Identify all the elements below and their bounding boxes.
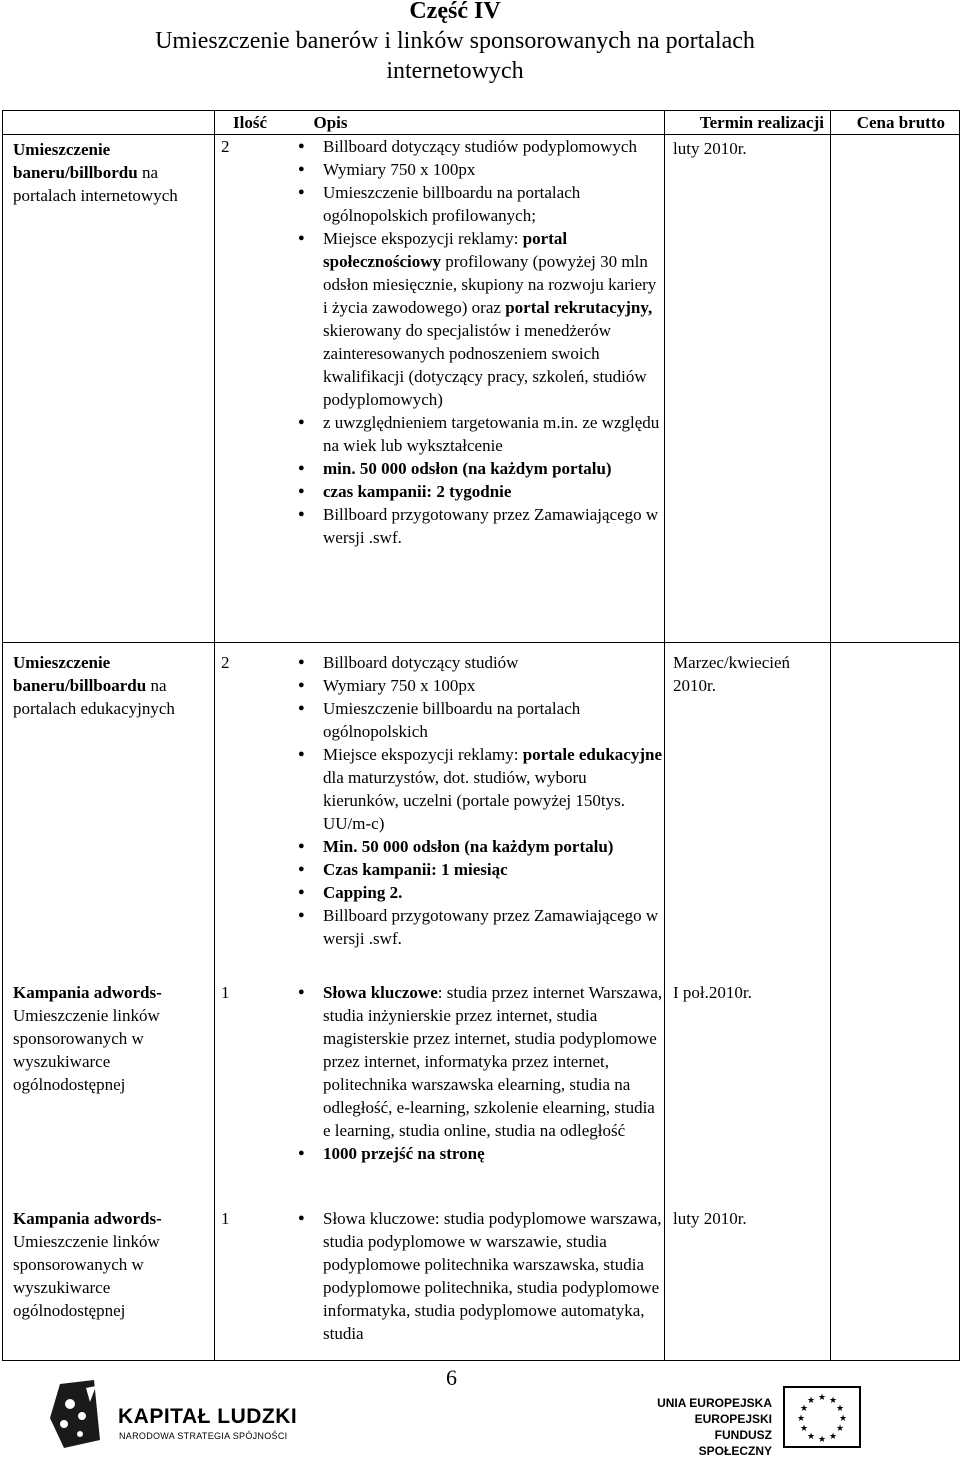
list-item: ● Billboard przygotowany przez Zamawiającego w wersji .swf. [293,904,664,950]
list-item-text: : studia przez internet Warszawa, studia inżynierskie przez internet, studia magisterskie przez internet, studia podyplomowe przez internet, informatyka przez internet, politechnika warszawska elearning, studia na odległość, e-learning, szkolenie elearning, studia e learning, studia online, studia na odległość [323,983,663,1140]
list-item: ● Wymiary 750 x 100px [293,674,664,697]
svg-text:★: ★ [835,1424,845,1434]
list-item-text: skierowany do specjalistów i menedżerów zainteresowanych podnoszeniem swoich kwalifikacji (dotyczący pracy, szkoleń, studiów podyplomowych) [323,321,647,409]
list-item: ● z uwzględnieniem targetowania m.in. ze względu na wiek lub wykształcenie [293,411,664,457]
row2-label-b-bold: Kampania adwords- [13,983,162,1002]
eu-logo-line2: EUROPEJSKI [694,1412,772,1426]
header-ilosc: Ilość [233,113,267,132]
row1-label-rest: na portalach internetowych [13,163,178,205]
eu-logo-line1: UNIA EUROPEJSKA [657,1396,772,1410]
list-item-bold: portale edukacyjne [522,745,662,764]
svg-text:★: ★ [835,1404,845,1414]
list-item: ● Min. 50 000 odsłon (na każdym portalu) [293,835,664,858]
document-title [0,0,910,86]
row2a-bullet-list [293,651,664,981]
list-item: ● Umieszczenie billboardu na portalach ogólnopolskich [293,697,664,743]
title-part: Część IV [409,0,501,24]
header-blank [3,111,215,135]
row2-label-b [13,981,214,1207]
eu-flag-icon [783,1386,861,1448]
list-item: ● min. 50 000 odsłon (na każdym portalu) [293,457,664,480]
page-number: 6 [446,1365,457,1390]
row2-label-c-bold: Kampania adwords- [13,1209,162,1228]
row2a-termin: Marzec/kwiecień 2010r. [673,653,791,695]
list-item [293,743,664,835]
svg-text:★: ★ [796,1414,806,1424]
list-item [293,981,664,1142]
list-item-bold: portal społecznościowy [323,229,568,271]
list-item: ● Billboard przygotowany przez Zamawiającego w wersji .swf. [293,503,664,549]
row2-label-a-rest: na portalach edukacyjnych [13,676,175,718]
svg-text:★: ★ [817,1435,827,1445]
list-item [293,227,664,411]
row1-termin: luty 2010r. [665,135,831,643]
list-item-text: Miejsce ekspozycji reklamy: [323,745,519,764]
table-row [3,643,960,1361]
title-line-2: Umieszczenie banerów i linków sponsorowanych na portalach [155,28,755,54]
header-termin: Termin realizacji [665,111,831,135]
list-item: ● 1000 przejść na stronę [293,1142,664,1165]
title-line-3: internetowych [386,58,524,84]
list-item: ● Billboard dotyczący studiów podyplomowych [293,135,664,158]
list-item: ● Wymiary 750 x 100px [293,158,664,181]
row2c-bullet-list [293,1207,664,1345]
row2c-termin: luty 2010r. [673,1209,747,1228]
svg-text:★: ★ [838,1414,848,1424]
list-item: ● Czas kampanii: 1 miesiąc [293,858,664,881]
list-item-text: Miejsce ekspozycji reklamy: [323,229,519,248]
row1-bullet-list [293,135,664,549]
table-row [3,135,960,643]
svg-text:★: ★ [806,1432,816,1442]
eu-logo-text [640,1395,772,1459]
list-item: ● Słowa kluczowe: studia podyplomowe warszawa, studia podyplomowe w warszawie, studia podyplomowe politechnika warszawska, studia podyplomowe politechnika, studia podyplomowe informatyka, studia podyplomowe automatyka, studia [293,1207,664,1345]
svg-text:★: ★ [828,1432,838,1442]
row2-label-c [13,1207,214,1322]
row1-quantity: 2 [221,137,230,156]
row2c-quantity: 1 [221,1209,230,1228]
header-cena: Cena brutto [831,111,960,135]
header-opis: Opis [313,113,348,132]
list-item: ● Umieszczenie billboardu na portalach ogólnopolskich profilowanych; [293,181,664,227]
svg-text:★: ★ [828,1396,838,1406]
row2-termin [665,643,831,1361]
row2-label-c-rest: Umieszczenie linków sponsorowanych w wyszukiwarce ogólnodostępnej [13,1232,160,1320]
svg-text:★: ★ [806,1396,816,1406]
row1-label [3,135,215,643]
row2-label-b-rest: Umieszczenie linków sponsorowanych w wyszukiwarce ogólnodostępnej [13,1006,160,1094]
eu-logo-line3: FUNDUSZ SPOŁECZNY [698,1428,772,1458]
row2-description [215,643,665,1361]
svg-text:★: ★ [799,1404,809,1414]
list-item: ● Capping 2. [293,881,664,904]
svg-text:★: ★ [799,1424,809,1434]
row1-cena [831,135,960,643]
row2-label-a-bold: Umieszczenie baneru/billboardu [13,653,147,695]
list-item-bold: portal rekrutacyjny, [505,298,653,317]
header-ilosc-opis [215,111,665,135]
kapital-ludzki-title: KAPITAŁ LUDZKI [118,1405,298,1428]
row1-label-bold: Umieszczenie baneru/billbordu [13,140,138,182]
row2b-termin: I poł.2010r. [673,983,752,1002]
row1-description [215,135,665,643]
order-table [2,110,960,1361]
row2a-quantity: 2 [221,653,230,672]
list-item-text: dla maturzystów, dot. studiów, wyboru kierunków, uczelni (portale powyżej 150tys. UU/m-c) [323,768,625,833]
row2b-bullet-list [293,981,664,1207]
list-item: ● Billboard dotyczący studiów [293,651,664,674]
row2-cena [831,643,960,1361]
row2b-quantity: 1 [221,983,230,1002]
kapital-ludzki-subtitle: NARODOWA STRATEGIA SPÓJNOŚCI [119,1431,288,1441]
row2-label [3,643,215,1361]
list-item-bold: Słowa kluczowe [323,983,438,1002]
svg-text:★: ★ [817,1393,827,1403]
list-item: ● czas kampanii: 2 tygodnie [293,480,664,503]
row2-label-a [13,651,214,981]
list-item-text: profilowany (powyżej 30 mln odsłon miesięcznie, skupiony na rozwoju kariery i życia zawodowego) oraz [323,252,657,317]
table-header-row [3,111,960,135]
